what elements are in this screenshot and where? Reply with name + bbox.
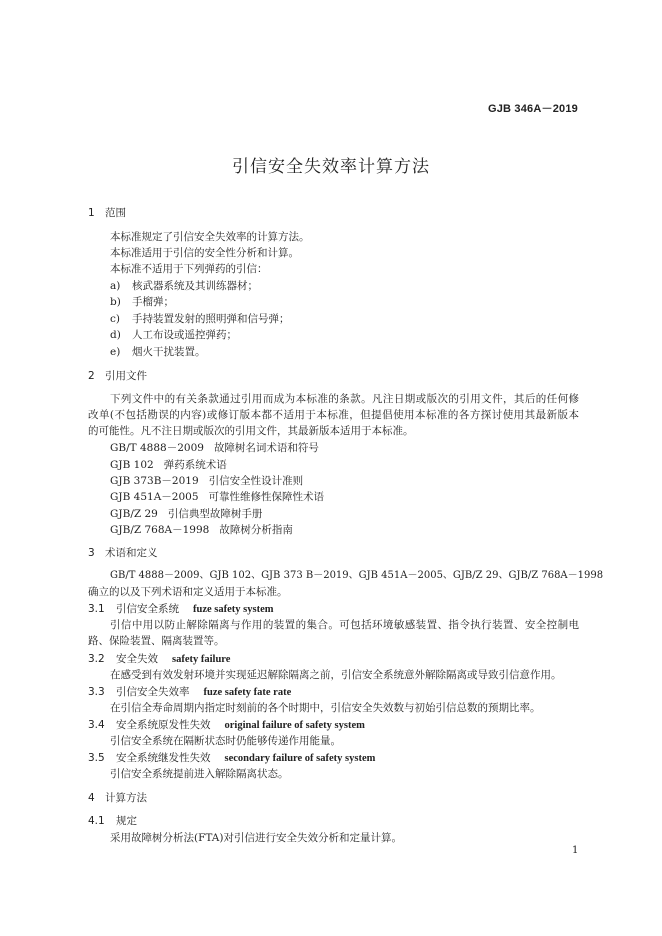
term-definition: 在感受到有效发射环境并实现延迟解除隔离之前，引信安全系统意外解除隔离或导致引信意作用。: [110, 669, 562, 681]
term-heading: 3.5 安全系统继发性失效 secondary failure of safety system: [88, 752, 376, 764]
term-definition: 引信安全系统提前进入解除隔离状态。: [110, 768, 289, 780]
list-item: b) 手榴弹；: [110, 296, 174, 308]
list-item: e) 烟火干扰装置。: [110, 346, 206, 358]
reference-item: GJB/Z 768A－1998 故障树分析指南: [110, 524, 293, 536]
term-definition: 引信中用以防止解除隔离与作用的装置的集合。可包括环境敏感装置、指令执行装置、安全控制电: [110, 619, 579, 631]
reference-item: GJB 373B－2019 引信安全性设计准则: [110, 475, 304, 487]
section-2-para-line-1: 下列文件中的有关条款通过引用而成为本标准的条款。凡注日期或版次的引用文件，其后的任何修: [110, 393, 579, 405]
page-number: 1: [572, 845, 579, 856]
term-heading: 3.4 安全系统原发性失效 original failure of safety system: [88, 719, 365, 731]
list-item: c) 手持装置发射的照明弹和信号弹；: [110, 313, 290, 325]
standard-code: GJB 346A－2019: [487, 103, 578, 115]
subsection-text: 采用故障树分析法(FTA)对引信进行安全失效分析和定量计算。: [110, 832, 402, 844]
page-title: 引信安全失效率计算方法: [232, 157, 430, 177]
section-1-heading: 1 范围: [88, 207, 126, 219]
reference-item: GJB/Z 29 引信典型故障树手册: [110, 508, 263, 520]
term-definition: 路、保险装置、隔离装置等。: [88, 635, 225, 647]
reference-item: GJB 451A－2005 可靠性维修性保障性术语: [110, 491, 324, 503]
section-3-para-line-2: 确立的以及下列术语和定义适用于本标准。: [88, 586, 288, 598]
term-definition: 引信安全系统在隔断状态时仍能够传递作用能量。: [110, 735, 341, 747]
list-item: a) 核武器系统及其训练器材；: [110, 280, 258, 292]
section-2-para-line-2: 改单(不包括勘误的内容)或修订版本都不适用于本标准，但提倡使用本标准的各方探讨使用其最新版本: [88, 409, 579, 421]
subsection-heading: 4.1 规定: [88, 815, 137, 827]
term-definition: 在引信全寿命周期内指定时刻前的各个时期中，引信安全失效数与初始引信总数的预期比率。: [110, 702, 541, 714]
section-2-para-line-3: 的可能性。凡不注日期或版次的引用文件，其最新版本适用于本标准。: [88, 425, 414, 437]
reference-item: GB/T 4888－2009 故障树名词术语和符号: [110, 442, 319, 454]
section-1-para-3: 本标准不适用于下列弹药的引信：: [110, 263, 268, 275]
section-3-heading: 3 术语和定义: [88, 547, 158, 559]
term-heading: 3.1 引信安全系统 fuze safety system: [88, 603, 274, 615]
section-1-para-2: 本标准适用于引信的安全性分析和计算。: [110, 247, 299, 259]
section-4-heading: 4 计算方法: [88, 792, 147, 804]
term-heading: 3.2 安全失效 safety failure: [88, 653, 231, 665]
list-item: d) 人工布设或遥控弹药；: [110, 329, 237, 341]
section-1-para-1: 本标准规定了引信安全失效率的计算方法。: [110, 231, 310, 243]
section-3-para-line-1: GB/T 4888－2009、GJB 102、GJB 373 B－2019、GJB 451A－2005、GJB/Z 29、GJB/Z 768A－1998: [110, 570, 604, 581]
section-2-heading: 2 引用文件: [88, 370, 147, 382]
term-heading: 3.3 引信安全失效率 fuze safety fate rate: [88, 686, 292, 698]
reference-item: GJB 102 弹药系统术语: [110, 459, 227, 471]
